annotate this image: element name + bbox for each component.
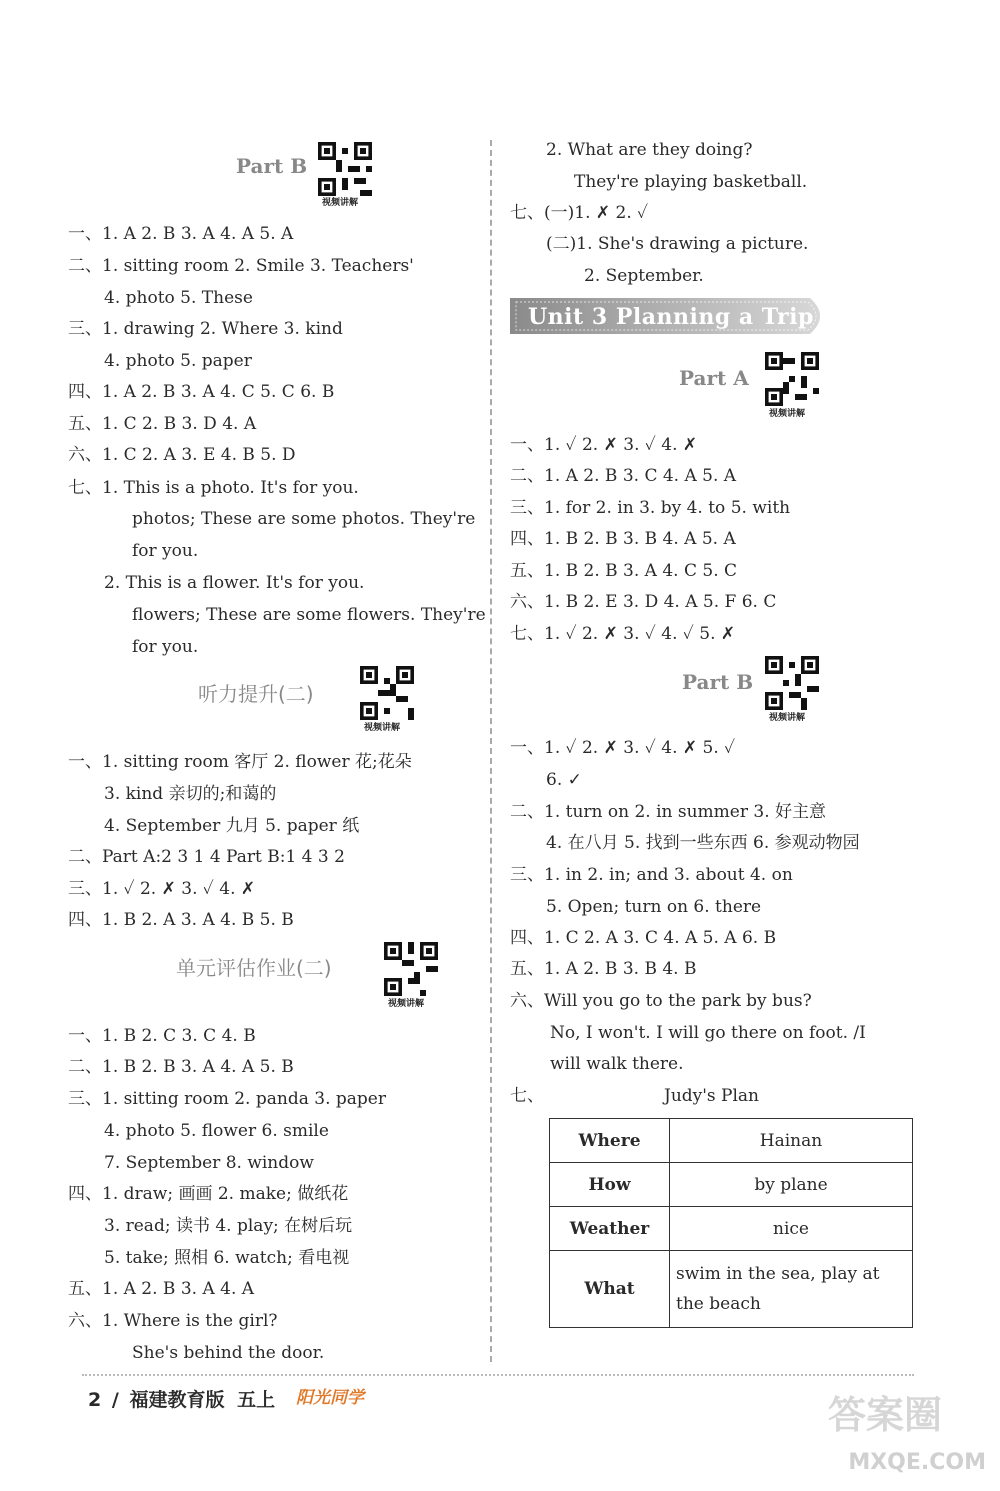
answer-line: 七、1. ✓ 2. ✗ 3. ✓ 4. ✓ 5. ✗ [510,624,736,644]
answer-line: 五、1. A 2. B 3. B 4. B [510,959,697,979]
answer-line: No, I won't. I will go there on foot. /I [550,1023,866,1043]
answer-line: 三、1. in 2. in; and 3. about 4. on [510,865,793,885]
qr-caption: 视频讲解 [769,409,806,419]
table-row [550,1119,913,1163]
answer-line: for you. [132,637,199,657]
answer-line: 7. September 8. window [104,1153,314,1173]
table-cell: nice [670,1207,913,1251]
answer-line: 4. photo 5. These [104,288,253,308]
qr-caption: 视频讲解 [388,999,425,1009]
watermark-top: 答案圈 [827,1393,942,1437]
table-cell: by plane [670,1163,913,1207]
judys-plan-table [549,1118,913,1328]
answer-line: 四、1. A 2. B 3. A 4. C 5. C 6. B [68,382,335,402]
answer-line: They're playing basketball. [574,172,808,192]
brand-logo: 阳光同学 [296,1388,364,1408]
table-row [550,1207,913,1251]
answer-line: 6. ✓ [546,770,582,790]
table-row [550,1251,913,1328]
table-cell: swim in the sea, play at the beach [670,1251,913,1328]
part-b-title-right: Part B [682,670,754,694]
table-cell: Hainan [670,1119,913,1163]
answer-line: 四、1. C 2. A 3. C 4. A 5. A 6. B [510,928,777,948]
answer-line: 二、1. A 2. B 3. C 4. A 5. A [510,466,737,486]
answer-line: 三、1. for 2. in 3. by 4. to 5. with [510,498,791,518]
answer-line: 七、(一)1. ✗ 2. ✓ [510,203,649,223]
table-row-header: Weather [550,1207,670,1251]
edition-label: 福建教育版 [129,1389,225,1411]
answer-line: 六、1. B 2. E 3. D 4. A 5. F 6. C [510,592,777,612]
table-row-header: What [550,1251,670,1328]
answer-line: 四、1. draw; 画画 2. make; 做纸花 [68,1184,349,1204]
answer-line: 六、1. C 2. A 3. E 4. B 5. D [68,445,296,465]
answer-line: 三、1. ✓ 2. ✗ 3. ✓ 4. ✗ [68,879,256,899]
table-title: Judy's Plan [664,1086,760,1106]
table-row [550,1163,913,1207]
answer-line: 二、Part A:2 3 1 4 Part B:1 4 3 2 [68,847,345,867]
answer-line: 5. Open; turn on 6. there [546,897,762,917]
footer-slash: / [111,1389,119,1411]
answer-line: 二、1. sitting room 2. Smile 3. Teachers' [68,256,414,276]
assessment-title: 单元评估作业(二) [176,956,332,980]
answer-line: 4. photo 5. flower 6. smile [104,1121,329,1141]
qr-caption: 视频讲解 [769,713,806,723]
grade-label: 五上 [237,1389,276,1411]
answer-line: 4. photo 5. paper [104,351,252,371]
table-row-header: Where [550,1119,670,1163]
page-number: 2 [88,1389,102,1411]
answer-line: 七、 [510,1086,544,1106]
answer-line: (二)1. She's drawing a picture. [546,234,809,254]
answer-line: 六、Will you go to the park by bus? [510,991,812,1011]
answer-line: 三、1. sitting room 2. panda 3. paper [68,1089,386,1109]
answer-line: for you. [132,541,199,561]
answer-line: 一、1. sitting room 客厅 2. flower 花;花朵 [68,752,412,772]
qr-caption: 视频讲解 [322,198,359,208]
answer-line: 六、1. Where is the girl? [68,1311,278,1331]
part-a-title: Part A [679,366,749,390]
unit-title: Unit 3 Planning a Trip [528,304,814,330]
answer-line: 五、1. A 2. B 3. A 4. A [68,1279,255,1299]
answer-line: flowers; These are some flowers. They're [132,605,486,625]
answer-line: 2. What are they doing? [546,140,753,160]
answer-line: 四、1. B 2. A 3. A 4. B 5. B [68,910,294,930]
answer-line: 三、1. drawing 2. Where 3. kind [68,319,343,339]
answer-line: 五、1. B 2. B 3. A 4. C 5. C [510,561,738,581]
footer-divider [82,1374,914,1376]
answer-line: 2. September. [584,266,704,286]
answer-line: 四、1. B 2. B 3. B 4. A 5. A [510,529,736,549]
answer-line: 五、1. C 2. B 3. D 4. A [68,414,257,434]
answer-line: 2. This is a flower. It's for you. [104,573,365,593]
answer-line: will walk there. [550,1054,684,1074]
qr-caption: 视频讲解 [364,723,401,733]
answer-line: 二、1. turn on 2. in summer 3. 好主意 [510,802,827,822]
answer-line: 一、1. ✓ 2. ✗ 3. ✓ 4. ✗ 5. ✓ [510,738,736,758]
watermark: MXQE.COM [848,1450,986,1475]
page-footer [88,1391,275,1410]
answer-line: 4. 在八月 5. 找到一些东西 6. 参观动物园 [546,833,860,853]
part-b-title-left: Part B [236,154,308,178]
answer-line: She's behind the door. [132,1343,325,1363]
answer-line: photos; These are some photos. They're [132,509,476,529]
answer-line: 3. kind 亲切的;和蔼的 [104,784,277,804]
answer-line: 二、1. B 2. B 3. A 4. A 5. B [68,1057,294,1077]
listening-title: 听力提升(二) [198,682,314,706]
answer-line: 一、1. ✓ 2. ✗ 3. ✓ 4. ✗ [510,435,698,455]
answer-line: 一、1. B 2. C 3. C 4. B [68,1026,256,1046]
answer-line: 3. read; 读书 4. play; 在树后玩 [104,1216,353,1236]
answer-line: 4. September 九月 5. paper 纸 [104,816,360,836]
answer-line: 5. take; 照相 6. watch; 看电视 [104,1248,350,1268]
answer-line: 一、1. A 2. B 3. A 4. A 5. A [68,224,294,244]
table-row-header: How [550,1163,670,1207]
answer-line: 七、1. This is a photo. It's for you. [68,478,359,498]
